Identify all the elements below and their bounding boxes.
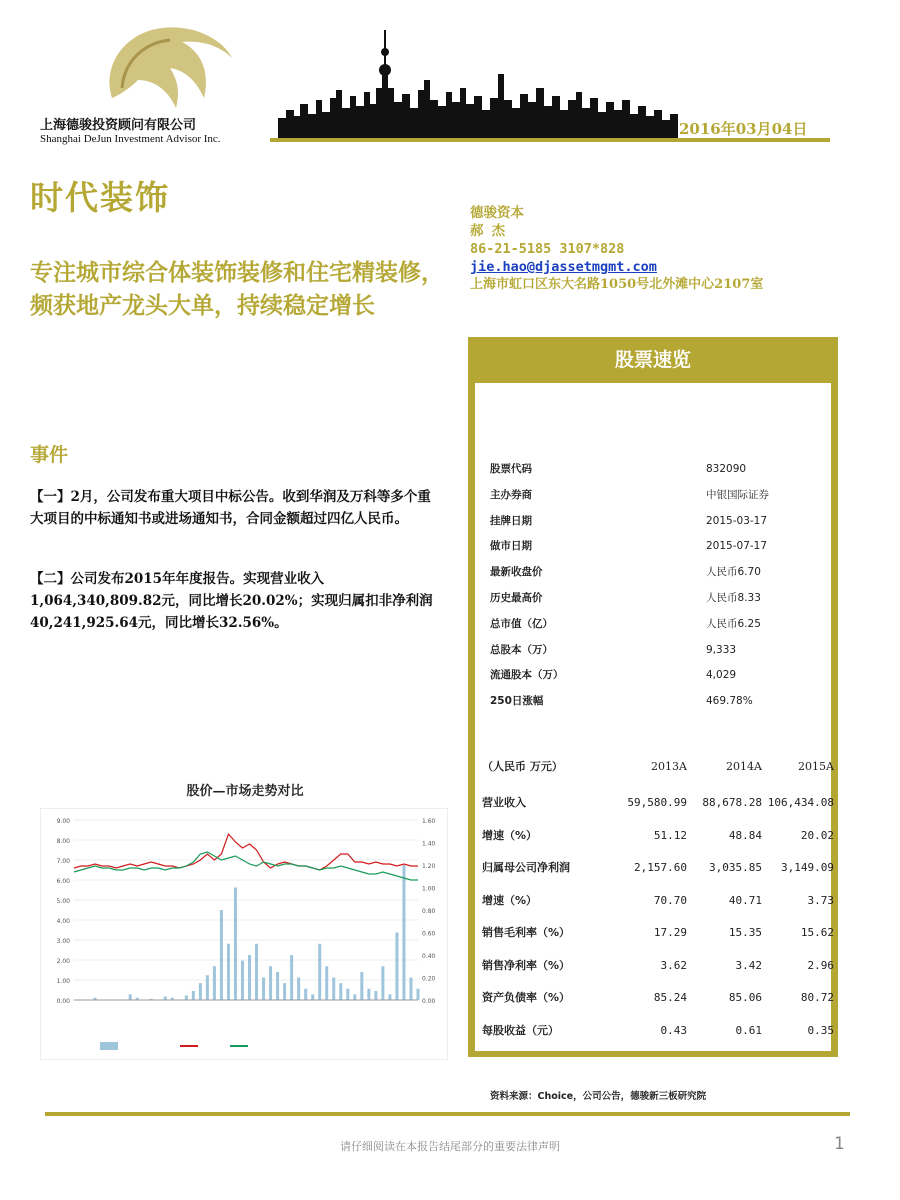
fin-cell: 0.43 xyxy=(660,1023,687,1037)
volume-bar xyxy=(332,978,335,1001)
legend-swatch xyxy=(100,1042,118,1050)
right-axis-tick: 1.40 xyxy=(422,840,436,848)
city-skyline-graphic xyxy=(278,30,678,138)
footer-divider xyxy=(45,1112,850,1116)
right-axis-tick: 0.40 xyxy=(422,953,436,960)
contact-address: 上海市虹口区东大名路1050号北外滩中心2107室 xyxy=(470,277,764,292)
event-paragraph-1: 【一】2月，公司发布重大项目中标公告。收到华润及万科等多个重大项目的中标通知书或进场通知书，合同金额超过四亿人民币。 xyxy=(30,489,431,527)
info-label: 主办券商 xyxy=(490,488,532,501)
fin-row-label: 增速（%） xyxy=(482,893,538,907)
fin-cell: 3.73 xyxy=(807,893,834,907)
fin-table-row xyxy=(482,795,834,811)
left-axis-tick: 1.00 xyxy=(56,978,70,985)
fin-row-label: 增速（%） xyxy=(482,828,538,842)
contact-name: 郝 杰 xyxy=(470,223,506,239)
volume-bar xyxy=(220,910,223,1000)
stock-info-row xyxy=(490,513,820,529)
volume-bar xyxy=(164,997,167,1000)
info-value: 4,029 xyxy=(706,669,737,682)
report-date: 2016年03月04日 xyxy=(679,120,808,138)
volume-bar xyxy=(353,994,356,1000)
company-name-cn: 上海德骏投资顾问有限公司 xyxy=(40,118,197,133)
fin-cell: 51.12 xyxy=(653,828,687,842)
left-axis-tick: 7.00 xyxy=(56,858,70,865)
fin-table-row xyxy=(482,1023,834,1039)
left-axis-tick: 8.00 xyxy=(56,838,70,845)
volume-bar xyxy=(311,994,314,1000)
info-value: 9,333 xyxy=(706,643,737,656)
fin-table-row xyxy=(482,958,834,974)
data-source-note: 资料来源：Choice，公司公告，德骏新三板研究院 xyxy=(490,1091,707,1102)
fin-table-row xyxy=(482,990,834,1006)
volume-bar xyxy=(227,944,230,1000)
volume-bar xyxy=(185,996,188,1001)
right-axis-tick: 1.20 xyxy=(422,863,436,870)
stock-info-row xyxy=(490,590,820,606)
right-axis-tick: 0.60 xyxy=(422,930,436,938)
events-heading: 事件 xyxy=(30,444,69,466)
fin-cell: 0.61 xyxy=(735,1023,762,1037)
info-value: 人民币8.33 xyxy=(706,592,761,604)
volume-bar xyxy=(388,994,391,1000)
info-label: 做市日期 xyxy=(490,540,532,553)
right-axis-tick: 0.20 xyxy=(422,975,436,983)
volume-bar xyxy=(297,978,300,1001)
stock-info-row xyxy=(490,642,820,658)
contact-phone: 86-21-5185 3107*828 xyxy=(470,241,625,257)
legal-disclaimer: 请仔细阅读在本报告结尾部分的重要法律声明 xyxy=(340,1140,560,1153)
fin-cell: 106,434.08 xyxy=(767,796,834,809)
fin-cell: 80.72 xyxy=(800,991,834,1004)
stock-info-row xyxy=(490,693,820,709)
fin-cell: 15.35 xyxy=(728,926,762,939)
fin-cell: 3.62 xyxy=(660,958,687,972)
info-label: 股票代码 xyxy=(490,463,532,475)
fin-cell: 2.96 xyxy=(807,958,834,972)
volume-bar xyxy=(381,966,384,1000)
right-axis-tick: 1.60 xyxy=(422,818,436,825)
legend-swatch xyxy=(180,1045,198,1047)
page-number: 1 xyxy=(834,1134,845,1154)
fin-cell: 17.29 xyxy=(653,926,687,939)
fin-year-col: 2014A xyxy=(726,760,762,773)
stock-info-row xyxy=(490,667,820,683)
fin-cell: 59,580.99 xyxy=(627,796,687,809)
left-axis-tick: 4.00 xyxy=(56,918,70,925)
fin-row-label: 销售毛利率（%） xyxy=(482,926,571,939)
left-axis-tick: 3.00 xyxy=(56,938,70,945)
volume-bar xyxy=(409,978,412,1001)
fin-row-label: 归属母公司净利润 xyxy=(482,861,570,874)
fin-cell: 3,149.09 xyxy=(781,861,834,874)
info-value: 469.78% xyxy=(706,695,753,708)
left-axis-tick: 2.00 xyxy=(56,958,70,965)
fin-cell: 88,678.28 xyxy=(702,796,762,809)
right-axis-tick: 1.00 xyxy=(422,885,436,893)
volume-bar xyxy=(276,972,279,1000)
stock-info-row xyxy=(490,538,820,554)
fin-cell: 48.84 xyxy=(728,828,762,842)
volume-bar xyxy=(402,865,405,1000)
volume-bar xyxy=(255,944,258,1000)
fin-cell: 20.02 xyxy=(800,828,834,842)
volume-bar xyxy=(262,978,265,1001)
volume-bar xyxy=(234,888,237,1001)
fin-unit-label: （人民币 万元） xyxy=(482,760,563,773)
volume-bar xyxy=(395,933,398,1001)
fin-row-label: 资产负债率（%） xyxy=(482,991,571,1004)
info-label: 总股本（万） xyxy=(490,643,553,656)
contact-org: 德骏资本 xyxy=(470,205,524,221)
fin-cell: 3.42 xyxy=(735,958,762,972)
fin-cell: 85.24 xyxy=(653,991,687,1004)
stock-info-row xyxy=(490,616,820,632)
fin-cell: 15.62 xyxy=(800,926,834,939)
left-axis-tick: 5.00 xyxy=(56,898,70,905)
volume-bar xyxy=(213,966,216,1000)
price-vs-market-chart xyxy=(40,808,448,1060)
fin-cell: 3,035.85 xyxy=(709,861,762,874)
header-divider xyxy=(270,138,830,142)
fin-table-row xyxy=(482,860,834,876)
stock-info-row xyxy=(490,487,820,503)
volume-bar xyxy=(417,989,420,1000)
chart-title: 股价—市场走势对比 xyxy=(186,784,304,799)
contact-email-link[interactable]: jie.hao@djassetmgmt.com xyxy=(470,259,657,275)
info-label: 挂牌日期 xyxy=(490,514,532,527)
volume-bar xyxy=(360,972,363,1000)
volume-bar xyxy=(192,991,195,1000)
stock-info-row xyxy=(490,461,820,477)
left-axis-tick: 6.00 xyxy=(56,878,70,885)
fin-cell: 40.71 xyxy=(728,893,762,907)
fin-table-row xyxy=(482,925,834,941)
chart-frame xyxy=(40,808,448,1060)
volume-bar xyxy=(367,989,370,1000)
info-value: 832090 xyxy=(706,463,747,475)
info-label: 流通股本（万） xyxy=(490,669,564,682)
info-label: 历史最高价 xyxy=(490,592,543,604)
stock-overview-panel xyxy=(468,337,838,1057)
volume-bar xyxy=(374,991,377,1000)
volume-bar xyxy=(269,966,272,1000)
fin-year-col: 2015A xyxy=(798,760,834,773)
info-value: 中银国际证券 xyxy=(706,488,769,501)
fin-header-row xyxy=(482,759,834,775)
volume-bar xyxy=(241,961,244,1000)
left-axis-tick: 0.00 xyxy=(56,998,70,1005)
info-value: 人民币6.70 xyxy=(706,566,761,579)
company-name-en: Shanghai DeJun Investment Advisor Inc. xyxy=(40,133,221,145)
volume-bar xyxy=(304,989,307,1000)
fin-row-label: 营业收入 xyxy=(482,796,526,809)
volume-bar xyxy=(339,983,342,1000)
volume-bar xyxy=(346,989,349,1000)
right-axis-tick: 0.80 xyxy=(422,908,436,915)
panel-content xyxy=(475,383,834,1051)
volume-bar xyxy=(199,983,202,1000)
info-label: 250日涨幅 xyxy=(490,695,544,708)
info-value: 人民币6.25 xyxy=(706,617,761,630)
legend-swatch xyxy=(230,1045,248,1047)
fin-table-row xyxy=(482,893,834,909)
analyst-contact xyxy=(470,204,763,294)
volume-bar xyxy=(283,983,286,1000)
volume-bar xyxy=(325,966,328,1000)
panel-title: 股票速览 xyxy=(614,349,691,371)
volume-bar xyxy=(290,955,293,1000)
fin-cell: 2,157.60 xyxy=(634,861,687,874)
fin-year-col: 2013A xyxy=(651,760,687,773)
volume-bar xyxy=(248,955,251,1000)
company-horse-logo xyxy=(92,18,242,118)
stock-info-row xyxy=(490,564,820,580)
fin-cell: 70.70 xyxy=(653,893,687,907)
info-value: 2015-07-17 xyxy=(706,540,768,553)
fin-row-label: 每股收益（元） xyxy=(482,1023,559,1037)
fin-cell: 85.06 xyxy=(728,991,762,1004)
volume-bar xyxy=(206,975,209,1000)
event-paragraph-2: 【二】公司发布2015年年度报告。实现营业收入1,064,340,809.82元，同比增长20.02%；实现归属扣非净利润40,241,925.64元，同比增长32.56%。 xyxy=(30,571,433,631)
info-label: 最新收盘价 xyxy=(490,566,543,579)
info-value: 2015-03-17 xyxy=(706,514,768,527)
fin-row-label: 销售净利率（%） xyxy=(482,958,571,972)
fin-cell: 0.35 xyxy=(807,1023,834,1037)
right-axis-tick: 0.00 xyxy=(422,998,436,1005)
volume-bar xyxy=(318,944,321,1000)
left-axis-tick: 9.00 xyxy=(56,818,70,825)
volume-bar xyxy=(129,994,132,1000)
stock-name-title: 时代装饰 xyxy=(30,178,170,217)
info-label: 总市值（亿） xyxy=(490,617,553,630)
fin-table-row xyxy=(482,828,834,844)
report-headline: 专注城市综合体装饰装修和住宅精装修，频获地产龙头大单，持续稳定增长 xyxy=(30,259,444,319)
